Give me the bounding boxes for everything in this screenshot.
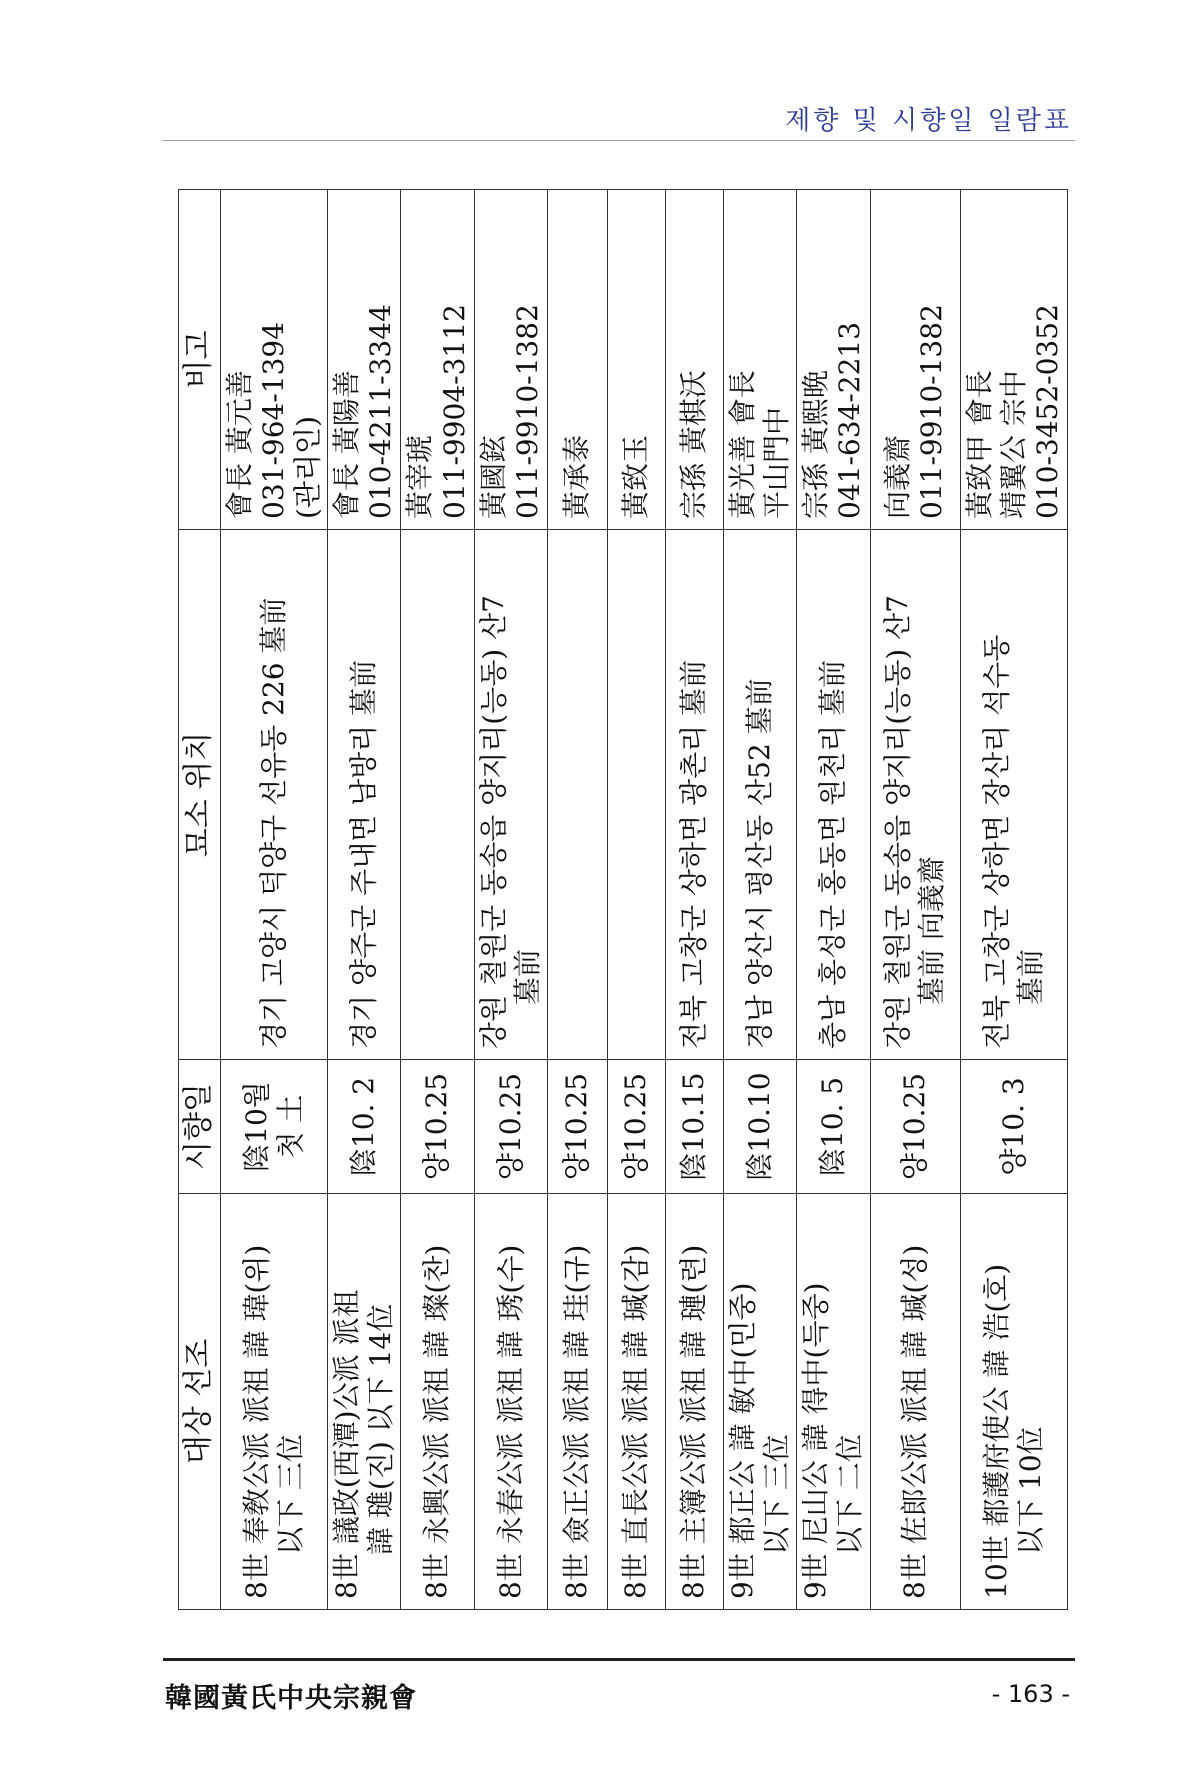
ancestor-cell xyxy=(401,1194,474,1610)
cell-line: 양10.25 xyxy=(619,1072,653,1181)
cell-line: 9世 尼山公 諱 得中(득중) xyxy=(799,1282,833,1599)
cell-line: 첫 土 xyxy=(273,1094,307,1159)
cell-line: 以下 三位 xyxy=(273,1434,307,1555)
cell-line: 黃光善 會長 xyxy=(726,370,759,519)
cell-line: 양10. 3 xyxy=(996,1077,1030,1176)
cell-line: 8世 主簿公派 派祖 諱 璉(련) xyxy=(677,1244,711,1599)
page-number: - 163 - xyxy=(991,1680,1070,1708)
ancestor-cell xyxy=(870,1194,960,1610)
table-row xyxy=(666,190,724,1610)
cell-line: 011-9904-3112 xyxy=(437,304,471,519)
date-cell xyxy=(401,1060,474,1194)
location-cell xyxy=(870,530,960,1060)
table-rotator xyxy=(178,190,1064,1610)
cell-line: (관리인) xyxy=(290,416,324,519)
table-row xyxy=(474,190,547,1610)
note-cell xyxy=(797,190,870,530)
date-cell xyxy=(666,1060,724,1194)
cell-line: 以下 10位 xyxy=(1013,1426,1047,1555)
cell-line: 黃致甲 會長 xyxy=(962,370,996,519)
note-cell xyxy=(548,190,608,530)
table-row xyxy=(328,190,401,1610)
header-location: 묘소 위치 xyxy=(179,530,221,1060)
table-row xyxy=(548,190,608,1610)
cell-line: 陰10.15 xyxy=(677,1072,711,1181)
note-cell xyxy=(608,190,666,530)
cell-line: 8世 永春公派 派祖 諱 琇(수) xyxy=(493,1244,527,1599)
ancestor-cell xyxy=(666,1194,724,1610)
ancestor-cell xyxy=(608,1194,666,1610)
note-cell xyxy=(960,190,1067,530)
cell-line: 031-964-1394 xyxy=(256,321,290,519)
cell-line: 8世 直長公派 派祖 諱 瑊(감) xyxy=(619,1244,653,1599)
ancestor-cell xyxy=(328,1194,401,1610)
cell-line: 黃致玉 xyxy=(619,434,653,519)
cell-line: 양10.25 xyxy=(420,1072,454,1181)
location-cell-empty xyxy=(548,530,608,1060)
ancestor-cell xyxy=(797,1194,870,1610)
table-row xyxy=(960,190,1067,1610)
cell-line: 平山門中 xyxy=(760,406,794,519)
table-row xyxy=(724,190,797,1610)
header-ancestor: 대상 선조 xyxy=(179,1194,221,1610)
cell-line: 墓前 xyxy=(1013,948,1047,1005)
cell-line: 會長 黃元善 xyxy=(222,370,256,519)
cell-line: 강원 철원군 동송읍 양지리(능동) 산7 xyxy=(880,595,914,1049)
cell-line: 黃宰琥 xyxy=(403,434,437,519)
page-header-title: 제향 및 시향일 일람표 xyxy=(785,106,1072,136)
cell-line: 경남 양산시 평산동 산52 墓前 xyxy=(743,678,777,1049)
table-row xyxy=(220,190,327,1610)
cell-line: 충남 홍성군 홍동면 원천리 墓前 xyxy=(816,659,850,1049)
cell-line: 경기 양주군 주내면 남방리 墓前 xyxy=(347,659,381,1049)
header-divider xyxy=(163,140,1075,141)
location-cell xyxy=(220,530,327,1060)
cell-line: 黃國鉉 xyxy=(476,434,510,519)
date-cell xyxy=(220,1060,327,1194)
location-cell xyxy=(474,530,547,1060)
cell-line: 靖翼公 宗中 xyxy=(996,370,1030,519)
date-cell xyxy=(724,1060,797,1194)
location-cell xyxy=(666,530,724,1060)
cell-line: 양10.25 xyxy=(493,1072,527,1181)
table-header-row xyxy=(179,190,221,1610)
header-date: 시향일 xyxy=(179,1060,221,1194)
table-row xyxy=(401,190,474,1610)
cell-line: 전북 고창군 상하면 장산리 석수동 xyxy=(979,634,1013,1049)
ancestor-cell xyxy=(548,1194,608,1610)
date-cell xyxy=(548,1060,608,1194)
cell-line: 諱 璡(진) 以下 14位 xyxy=(364,1303,398,1555)
cell-line: 以下 三位 xyxy=(760,1434,794,1555)
cell-line: 向義齋 xyxy=(880,434,914,519)
note-cell xyxy=(220,190,327,530)
footer-divider xyxy=(163,1658,1075,1661)
note-cell xyxy=(870,190,960,530)
location-cell-empty xyxy=(608,530,666,1060)
header-note: 비고 xyxy=(179,190,221,530)
location-cell xyxy=(797,530,870,1060)
location-cell xyxy=(724,530,797,1060)
cell-line: 8世 僉正公派 派祖 諱 珪(규) xyxy=(560,1244,594,1599)
cell-line: 양10.25 xyxy=(560,1072,594,1181)
ancestor-cell xyxy=(474,1194,547,1610)
date-cell xyxy=(960,1060,1067,1194)
cell-line: 陰10. 2 xyxy=(347,1076,381,1177)
date-cell xyxy=(474,1060,547,1194)
memorial-schedule-table xyxy=(178,189,1068,1610)
note-cell xyxy=(666,190,724,530)
cell-line: 전북 고창군 상하면 광촌리 墓前 xyxy=(677,659,711,1049)
cell-line: 陰10월 xyxy=(239,1081,273,1172)
cell-line: 宗孫 黃熙晩 xyxy=(799,370,833,519)
rotated-table-area xyxy=(178,190,1064,1610)
note-cell xyxy=(328,190,401,530)
cell-line: 강원 철원군 동송읍 양지리(능동) 산7 xyxy=(476,595,510,1049)
location-cell-empty xyxy=(401,530,474,1060)
location-cell xyxy=(328,530,401,1060)
cell-line: 8世 奉敎公派 派祖 諱 瑋(위) xyxy=(239,1244,273,1599)
cell-line: 8世 佐郎公派 派祖 諱 瑊(성) xyxy=(898,1244,932,1599)
cell-line: 011-9910-1382 xyxy=(510,304,544,519)
cell-line: 8世 永興公派 派祖 諱 璨(찬) xyxy=(420,1244,454,1599)
note-cell xyxy=(724,190,797,530)
ancestor-cell xyxy=(220,1194,327,1610)
table-row xyxy=(608,190,666,1610)
note-cell xyxy=(474,190,547,530)
organization-name: 韓國黃氏中央宗親會 xyxy=(165,1683,417,1714)
cell-line: 양10.25 xyxy=(898,1072,932,1181)
cell-line: 9世 都正公 諱 敏中(민중) xyxy=(726,1282,759,1599)
cell-line: 경기 고양시 덕양구 선유동 226 墓前 xyxy=(256,597,290,1049)
cell-line: 以下 二位 xyxy=(833,1434,867,1555)
table-row xyxy=(797,190,870,1610)
ancestor-cell xyxy=(724,1194,797,1610)
date-cell xyxy=(870,1060,960,1194)
location-cell xyxy=(960,530,1067,1060)
cell-line: 010-4211-3344 xyxy=(364,304,398,519)
date-cell xyxy=(608,1060,666,1194)
cell-line: 墓前 向義齋 xyxy=(915,856,949,1005)
date-cell xyxy=(328,1060,401,1194)
cell-line: 10世 都護府使公 諱 浩(호) xyxy=(979,1263,1013,1599)
cell-line: 宗孫 黃棋沃 xyxy=(677,370,711,519)
cell-line: 8世 議政(西潭)公派 派祖 xyxy=(330,1289,364,1599)
cell-line: 墓前 xyxy=(510,948,544,1005)
ancestor-cell xyxy=(960,1194,1067,1610)
cell-line: 041-634-2213 xyxy=(833,321,867,519)
table-row xyxy=(870,190,960,1610)
cell-line: 010-3452-0352 xyxy=(1030,304,1064,519)
cell-line: 011-9910-1382 xyxy=(915,304,949,519)
note-cell xyxy=(401,190,474,530)
cell-line: 陰10.10 xyxy=(743,1072,777,1181)
cell-line: 黃承泰 xyxy=(560,434,594,519)
date-cell xyxy=(797,1060,870,1194)
cell-line: 會長 黃陽善 xyxy=(330,370,364,519)
cell-line: 陰10. 5 xyxy=(816,1076,850,1177)
